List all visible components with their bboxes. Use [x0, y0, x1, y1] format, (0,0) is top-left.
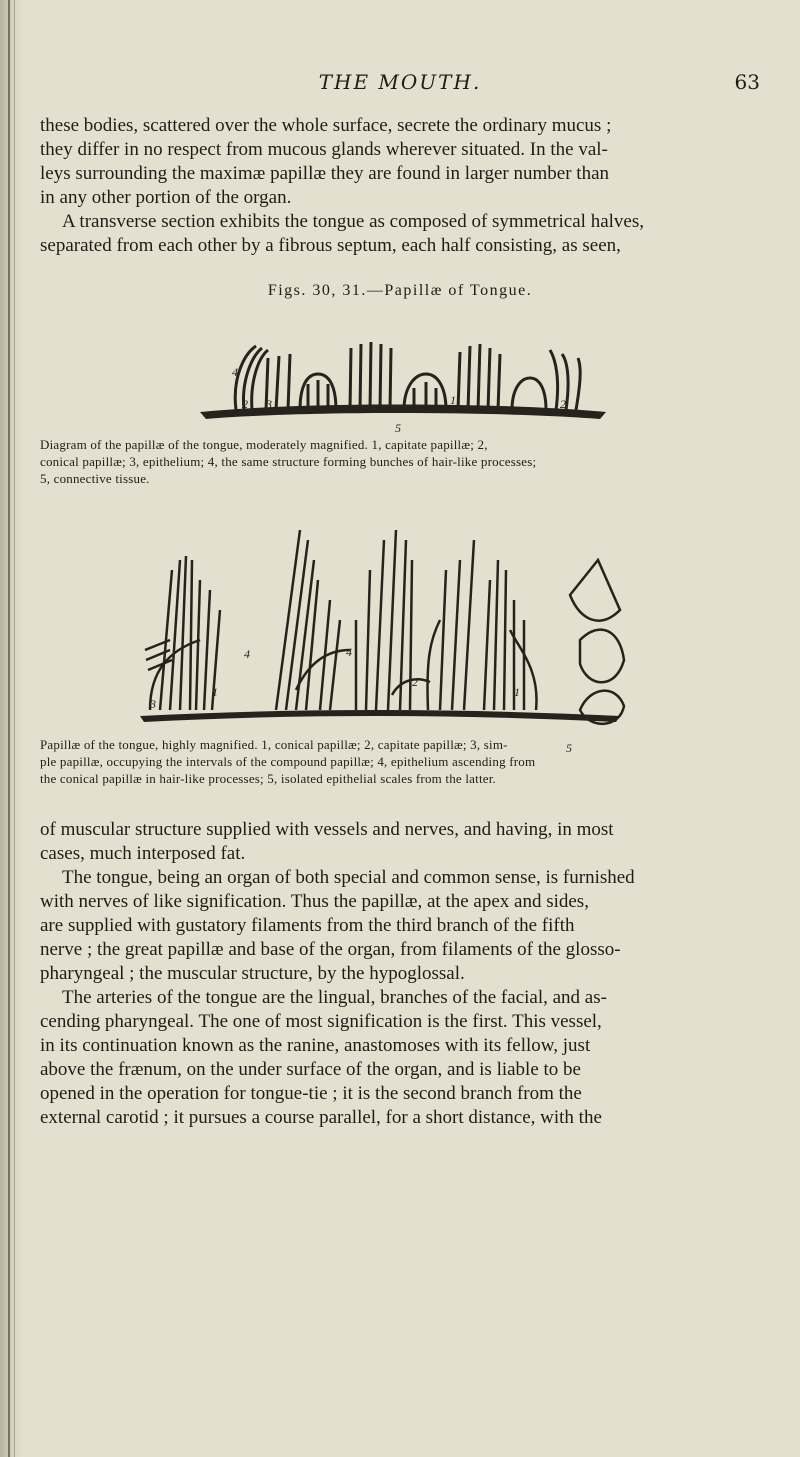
text-line: of muscular structure supplied with vessels and nerves, and having, in most [40, 819, 614, 840]
papillae-row [235, 342, 580, 410]
fig30-label-4: 4 [232, 365, 238, 379]
text-line: are supplied with gustatory filaments from the third branch of the fifth [40, 915, 575, 936]
text-line: they differ in no respect from mucous glands wherever situated. In the val- [40, 139, 608, 160]
running-head [40, 70, 760, 100]
caption-line: ple papillæ, occupying the intervals of the compound papillæ; 4, epithelium ascending from [40, 754, 536, 769]
text-line: leys surrounding the maximæ papillæ they are found in larger number than [40, 163, 609, 184]
text-line: in its continuation known as the ranine, anastomoses with its fellow, just [40, 1035, 591, 1056]
fig31-label-3: 3 [150, 697, 156, 711]
fig31-label-4a: 4 [244, 647, 250, 661]
body-paragraph-3 [40, 986, 760, 1130]
body-paragraph-1 [40, 818, 760, 866]
basement-membrane [140, 710, 620, 722]
figure-31-caption [40, 736, 760, 787]
text-line: external carotid ; it pursues a course parallel, for a short distance, with the [40, 1107, 602, 1128]
fig30-label-2b: 2 [560, 397, 566, 411]
figure-heading: Figs. 30, 31.—Papillæ of Tongue. [267, 282, 533, 299]
figure-30-caption [40, 436, 760, 487]
conical-papilla-left [145, 556, 220, 710]
conical-papilla-center [276, 530, 350, 710]
caption-line: conical papillæ; 3, epithelium; 4, the same structure forming bunches of hair-like processes; [40, 454, 537, 469]
top-paragraph [40, 114, 760, 210]
caption-line: 5, connective tissue. [40, 471, 150, 486]
text-line: these bodies, scattered over the whole surface, secrete the ordinary mucus ; [40, 115, 612, 136]
body-paragraph-2 [40, 866, 760, 986]
caption-line: Diagram of the papillæ of the tongue, moderately magnified. 1, capitate papillæ; 2, [40, 437, 488, 452]
fig30-label-2: 2 [242, 397, 248, 411]
text-line: above the frænum, on the under surface of the organ, and is liable to be [40, 1059, 581, 1080]
fig31-label-1b: 1 [514, 685, 520, 699]
text-line: with nerves of like signification. Thus the papillæ, at the apex and sides, [40, 891, 589, 912]
fig31-label-1a: 1 [212, 685, 218, 699]
caption-line: the conical papillæ in hair-like processes; 5, isolated epithelial scales from the latter. [40, 771, 496, 786]
isolated-epithelial-scales [570, 560, 624, 724]
page-title: THE MOUTH. [318, 70, 482, 94]
text-line: A transverse section exhibits the tongue as composed of symmetrical halves, [62, 211, 644, 232]
fig30-label-5: 5 [395, 421, 401, 435]
second-paragraph [40, 210, 760, 258]
text-line: cending pharyngeal. The one of most signification is the first. This vessel, [40, 1011, 602, 1032]
fig30-label-3: 3 [266, 397, 272, 411]
text-line: The tongue, being an organ of both special and common sense, is furnished [62, 867, 635, 888]
text-line: cases, much interposed fat. [40, 843, 246, 864]
fig30-label-1: 1 [450, 393, 456, 407]
page-number: 63 [734, 70, 760, 94]
text-line: The arteries of the tongue are the lingual, branches of the facial, and as- [62, 987, 607, 1008]
figure-30-illustration [0, 318, 800, 448]
text-line: opened in the operation for tongue-tie ; it is the second branch from the [40, 1083, 582, 1104]
conical-papilla-right [484, 560, 537, 710]
fig31-label-2: 2 [412, 675, 418, 689]
text-line: separated from each other by a fibrous septum, each half consisting, as seen, [40, 235, 621, 256]
fig31-label-5: 5 [566, 741, 572, 755]
text-line: in any other portion of the organ. [40, 187, 292, 208]
caption-line: Papillæ of the tongue, highly magnified. 1, conical papillæ; 2, capitate papillæ; 3, sim- [40, 737, 508, 752]
text-line: nerve ; the great papillæ and base of the organ, from filaments of the glosso- [40, 939, 621, 960]
text-line: pharyngeal ; the muscular structure, by the hypoglossal. [40, 963, 465, 984]
fig31-label-4b: 4 [346, 645, 352, 659]
